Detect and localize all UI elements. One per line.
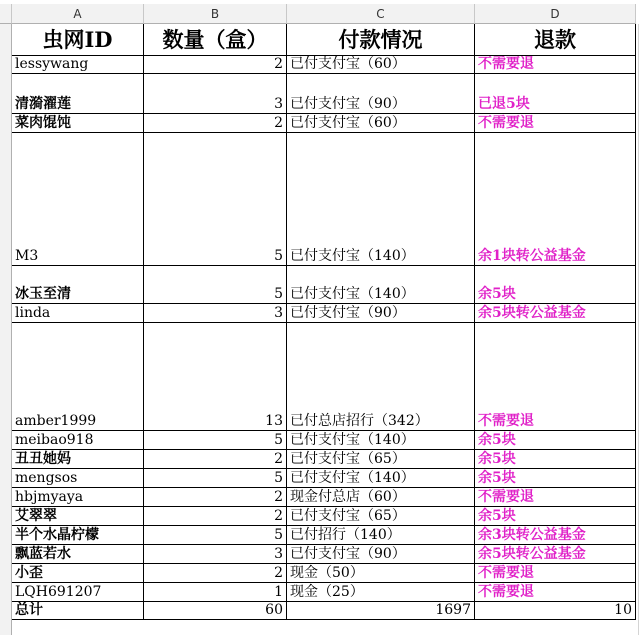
cell-quantity[interactable]: 2 [144,564,287,583]
cell-refund[interactable]: 不需要退 [475,56,636,74]
cell-refund[interactable]: 已退5块 [475,74,636,114]
cell-quantity[interactable]: 2 [144,114,287,133]
select-all-corner[interactable] [0,4,12,24]
total-cell-quantity[interactable]: 60 [144,602,287,620]
total-cell-id[interactable]: 总计 [12,602,144,620]
cell-quantity[interactable]: 3 [144,304,287,323]
cell-refund[interactable]: 不需要退 [475,564,636,583]
cell-quantity[interactable]: 2 [144,488,287,507]
cell-refund[interactable]: 不需要退 [475,583,636,602]
cell-payment[interactable]: 现金（25） [287,583,475,602]
cell-quantity[interactable]: 5 [144,526,287,545]
cell-id[interactable]: 丑丑她妈 [12,450,144,469]
cell-id[interactable]: 清漪濯莲 [12,74,144,114]
cell-id[interactable]: LQH691207 [12,583,144,602]
grid-line [638,24,639,635]
cell-payment[interactable]: 已付支付宝（140） [287,266,475,304]
cell-id[interactable]: hbjmyaya [12,488,144,507]
header-cell-quantity[interactable]: 数量（盒） [144,24,287,56]
cell-payment[interactable]: 已付支付宝（65） [287,450,475,469]
cell-payment[interactable]: 现金付总店（60） [287,488,475,507]
cell-payment[interactable]: 已付总店招行（342） [287,323,475,431]
row-number-gutter [0,24,12,635]
cell-id[interactable]: lessywang [12,56,144,74]
cell-payment[interactable]: 已付支付宝（140） [287,133,475,266]
cell-id[interactable]: 冰玉至清 [12,266,144,304]
cell-payment[interactable]: 已付支付宝（90） [287,74,475,114]
cell-payment[interactable]: 已付支付宝（140） [287,431,475,450]
cell-quantity[interactable]: 3 [144,74,287,114]
cell-id[interactable]: 菜肉馄饨 [12,114,144,133]
cell-payment[interactable]: 已付支付宝（65） [287,507,475,526]
cell-refund[interactable]: 余1块转公益基金 [475,133,636,266]
cell-quantity[interactable]: 2 [144,507,287,526]
column-header-C[interactable]: C [287,4,475,24]
cell-quantity[interactable]: 5 [144,266,287,304]
cell-quantity[interactable]: 1 [144,583,287,602]
cell-payment[interactable]: 已付支付宝（60） [287,56,475,74]
column-header-B[interactable]: B [144,4,287,24]
cell-refund[interactable]: 余5块转公益基金 [475,304,636,323]
cell-quantity[interactable]: 3 [144,545,287,564]
cell-id[interactable]: 半个水晶柠檬 [12,526,144,545]
cell-payment[interactable]: 已付支付宝（90） [287,304,475,323]
cell-refund[interactable]: 余5块 [475,431,636,450]
cell-id[interactable]: 小歪 [12,564,144,583]
cell-refund[interactable]: 不需要退 [475,488,636,507]
cell-quantity[interactable]: 5 [144,469,287,488]
column-header-A[interactable]: A [12,4,144,24]
cell-quantity[interactable]: 5 [144,133,287,266]
cell-payment[interactable]: 已付支付宝（90） [287,545,475,564]
cell-refund[interactable]: 余3块转公益基金 [475,526,636,545]
header-cell-refund[interactable]: 退款 [475,24,636,56]
cell-id[interactable]: amber1999 [12,323,144,431]
cell-id[interactable]: linda [12,304,144,323]
total-cell-refund[interactable]: 10 [475,602,636,620]
cell-id[interactable]: 艾翠翠 [12,507,144,526]
cell-payment[interactable]: 已付支付宝（60） [287,114,475,133]
cell-id[interactable]: meibao918 [12,431,144,450]
cell-quantity[interactable]: 2 [144,56,287,74]
cell-refund[interactable]: 不需要退 [475,114,636,133]
column-header-D[interactable]: D [475,4,636,24]
cell-payment[interactable]: 现金（50） [287,564,475,583]
header-cell-payment[interactable]: 付款情况 [287,24,475,56]
cell-id[interactable]: M3 [12,133,144,266]
cell-refund[interactable]: 余5块 [475,450,636,469]
cell-quantity[interactable]: 13 [144,323,287,431]
cell-refund[interactable]: 余5块转公益基金 [475,545,636,564]
cell-id[interactable]: 飘蓝若水 [12,545,144,564]
total-cell-payment[interactable]: 1697 [287,602,475,620]
cell-id[interactable]: mengsos [12,469,144,488]
header-cell-id[interactable]: 虫网ID [12,24,144,56]
cell-quantity[interactable]: 2 [144,450,287,469]
cell-refund[interactable]: 余5块 [475,507,636,526]
cell-refund[interactable]: 余5块 [475,266,636,304]
cell-payment[interactable]: 已付招行（140） [287,526,475,545]
cell-quantity[interactable]: 5 [144,431,287,450]
cell-refund[interactable]: 余5块 [475,469,636,488]
cell-payment[interactable]: 已付支付宝（140） [287,469,475,488]
cell-refund[interactable]: 不需要退 [475,323,636,431]
